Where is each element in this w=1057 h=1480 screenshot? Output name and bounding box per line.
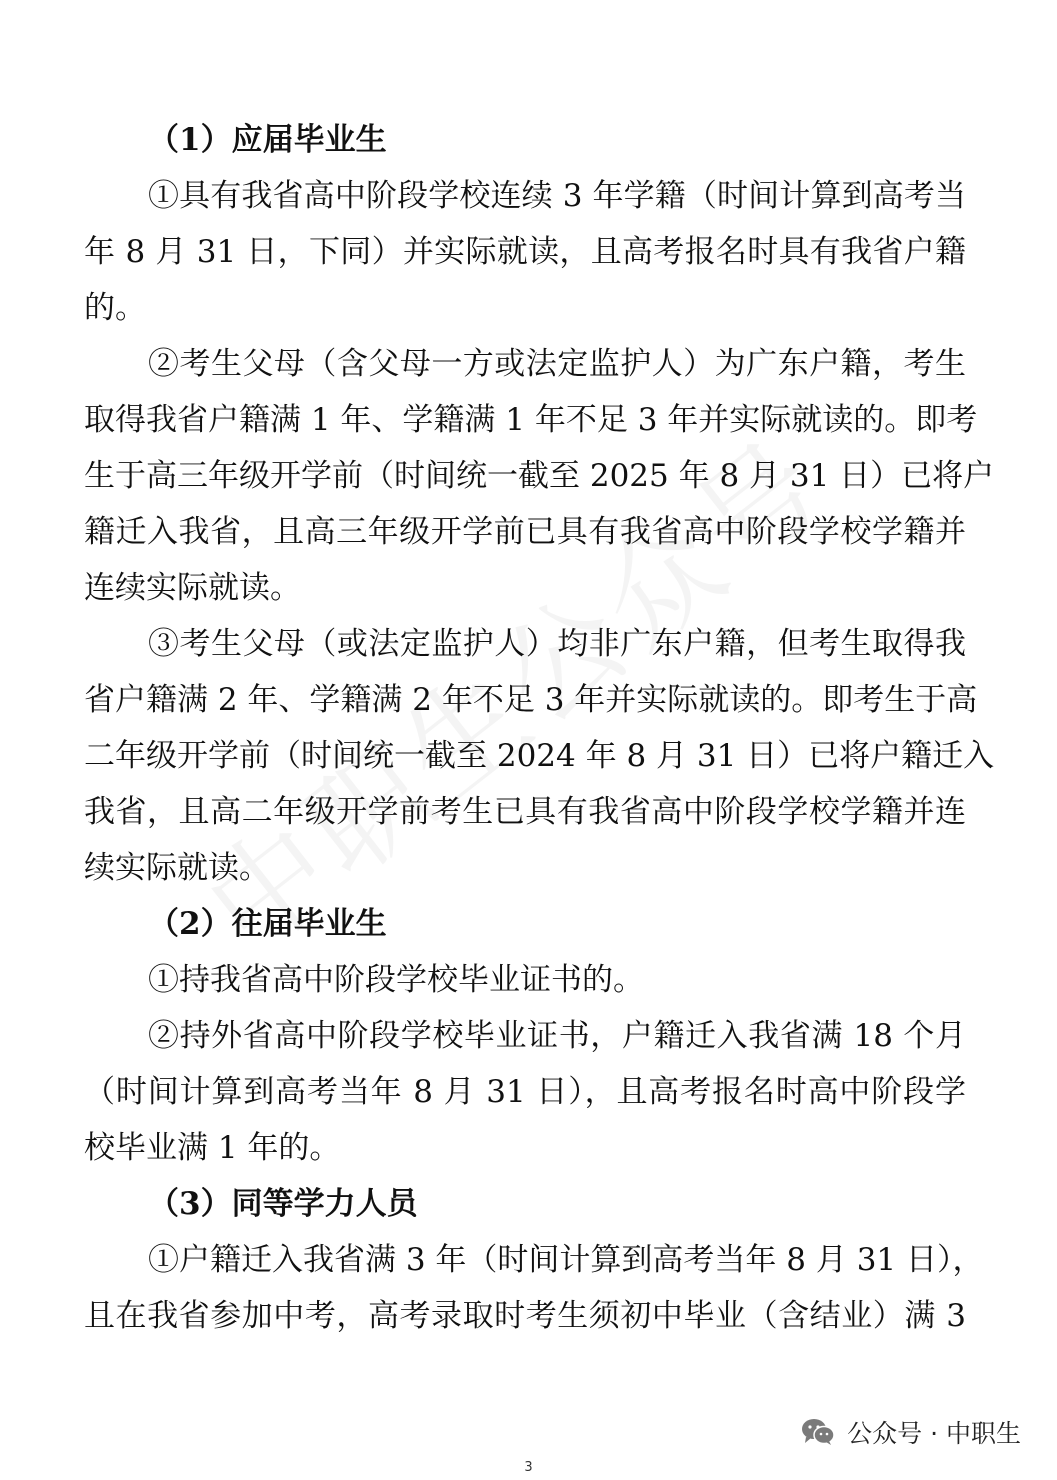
text-line: 省户籍满 2 年、学籍满 2 年不足 3 年并实际就读的。即考生于高 (84, 682, 978, 718)
text-line: 校毕业满 1 年的。 (84, 1130, 341, 1166)
text-line: （时间计算到高考当年 8 月 31 日），且高考报名时高中阶段学 (84, 1074, 966, 1110)
text-line: 且在我省参加中考，高考录取时考生须初中毕业（含结业）满 3 (84, 1298, 966, 1334)
text-line: 的。 (84, 290, 146, 326)
text-line: ①具有我省高中阶段学校连续 3 年学籍（时间计算到高考当 (148, 178, 966, 214)
section-heading (84, 896, 966, 952)
wechat-icon (801, 1418, 835, 1446)
footer-brand-label: 公众号 · 中职生 (847, 1419, 1021, 1448)
text-line: 连续实际就读。 (84, 570, 301, 606)
text-line: 续实际就读。 (84, 850, 270, 886)
paragraph (84, 616, 995, 896)
paragraph (84, 1232, 984, 1344)
page-number: 3 (524, 1460, 533, 1475)
text-line: （1）应届毕业生 (148, 122, 387, 158)
text-line: 年 8 月 31 日，下同）并实际就读，且高考报名时具有我省户籍 (84, 234, 966, 270)
wechat-account-footer (801, 1414, 1021, 1450)
text-line: ①户籍迁入我省满 3 年（时间计算到高考当年 8 月 31 日）， (148, 1242, 984, 1278)
section-heading (84, 1176, 966, 1232)
text-line: ②持外省高中阶段学校毕业证书，户籍迁入我省满 18 个月 (148, 1018, 966, 1054)
text-line: ①持我省高中阶段学校毕业证书的。 (148, 962, 644, 998)
text-line: 生于高三年级开学前（时间统一截至 2025 年 8 月 31 日）已将户 (84, 458, 995, 494)
text-line: （3）同等学力人员 (148, 1186, 418, 1222)
paragraph (84, 168, 966, 336)
text-line: 我省，且高二年级开学前考生已具有我省高中阶段学校学籍并连 (84, 794, 966, 830)
text-line: 二年级开学前（时间统一截至 2024 年 8 月 31 日）已将户籍迁入 (84, 738, 995, 774)
text-line: ③考生父母（或法定监护人）均非广东户籍，但考生取得我 (148, 626, 966, 662)
text-line: ②考生父母（含父母一方或法定监护人）为广东户籍，考生 (148, 346, 966, 382)
text-line: （2）往届毕业生 (148, 906, 387, 942)
text-line: 籍迁入我省，且高三年级开学前已具有我省高中阶段学校学籍并 (84, 514, 966, 550)
paragraph (84, 1008, 966, 1176)
text-line: 取得我省户籍满 1 年、学籍满 1 年不足 3 年并实际就读的。即考 (84, 402, 978, 438)
paragraph (84, 952, 966, 1008)
section-heading (84, 112, 966, 168)
body-text (84, 112, 995, 1344)
paragraph (84, 336, 995, 616)
